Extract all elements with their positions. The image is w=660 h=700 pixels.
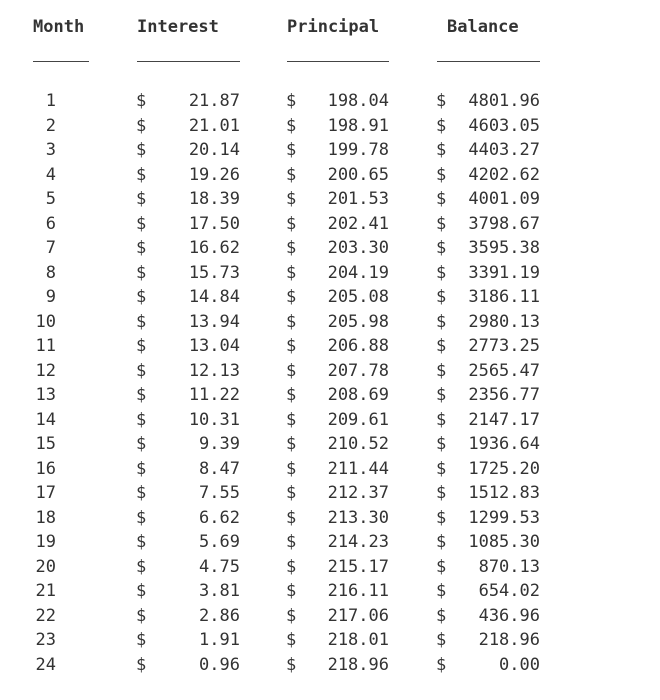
interest-cell: 10.31 bbox=[188, 409, 240, 430]
balance-cell: 2147.17 bbox=[468, 409, 540, 430]
balance-currency-symbol: $ bbox=[436, 507, 447, 528]
table-row bbox=[0, 236, 600, 260]
balance-cell: 4801.96 bbox=[468, 91, 540, 111]
principal-cell: 202.41 bbox=[327, 213, 389, 234]
principal-cell: 207.78 bbox=[327, 360, 389, 381]
month-cell: 12 bbox=[35, 360, 56, 381]
principal-currency-symbol: $ bbox=[286, 458, 297, 479]
table-row bbox=[0, 604, 600, 628]
principal-cell: 203.30 bbox=[327, 238, 389, 258]
balance-cell: 2980.13 bbox=[468, 311, 540, 332]
principal-currency-symbol: $ bbox=[286, 262, 297, 283]
month-cell: 22 bbox=[35, 605, 56, 626]
interest-currency-symbol: $ bbox=[136, 140, 147, 160]
table-row bbox=[0, 506, 600, 530]
balance-cell: 3595.38 bbox=[468, 238, 540, 258]
month-cell: 16 bbox=[35, 458, 56, 479]
principal-cell: 217.06 bbox=[327, 605, 389, 626]
balance-currency-symbol: $ bbox=[436, 630, 447, 650]
balance-currency-symbol: $ bbox=[436, 91, 447, 111]
table-row bbox=[0, 212, 600, 236]
principal-cell: 210.52 bbox=[327, 434, 389, 454]
principal-cell: 209.61 bbox=[327, 409, 389, 430]
table-row bbox=[0, 457, 600, 481]
principal-cell: 213.30 bbox=[327, 507, 389, 528]
interest-currency-symbol: $ bbox=[136, 630, 147, 650]
balance-cell: 436.96 bbox=[478, 605, 540, 626]
interest-cell: 18.39 bbox=[188, 189, 240, 209]
month-cell: 24 bbox=[35, 654, 56, 675]
interest-cell: 5.69 bbox=[199, 532, 240, 552]
balance-cell: 1725.20 bbox=[468, 458, 540, 479]
principal-cell: 198.91 bbox=[327, 115, 389, 136]
principal-currency-symbol: $ bbox=[286, 556, 297, 577]
interest-cell: 17.50 bbox=[188, 213, 240, 234]
interest-cell: 16.62 bbox=[188, 238, 240, 258]
month-cell: 18 bbox=[35, 507, 56, 528]
interest-currency-symbol: $ bbox=[136, 287, 147, 307]
principal-cell: 212.37 bbox=[327, 483, 389, 503]
table-row bbox=[0, 285, 600, 309]
interest-currency-symbol: $ bbox=[136, 385, 147, 405]
principal-currency-symbol: $ bbox=[286, 189, 297, 209]
month-cell: 20 bbox=[35, 556, 56, 577]
interest-cell: 6.62 bbox=[199, 507, 240, 528]
interest-cell: 8.47 bbox=[199, 458, 240, 479]
month-cell: 11 bbox=[35, 336, 56, 356]
principal-cell: 208.69 bbox=[327, 385, 389, 405]
balance-currency-symbol: $ bbox=[436, 654, 447, 675]
interest-cell: 3.81 bbox=[199, 581, 240, 601]
month-cell: 1 bbox=[45, 91, 56, 111]
interest-currency-symbol: $ bbox=[136, 189, 147, 209]
balance-currency-symbol: $ bbox=[436, 556, 447, 577]
interest-cell: 21.87 bbox=[188, 91, 240, 111]
principal-cell: 199.78 bbox=[327, 140, 389, 160]
balance-currency-symbol: $ bbox=[436, 287, 447, 307]
table-row bbox=[0, 383, 600, 407]
balance-currency-symbol: $ bbox=[436, 532, 447, 552]
principal-cell: 218.96 bbox=[327, 654, 389, 675]
balance-currency-symbol: $ bbox=[436, 140, 447, 160]
header-month: Month bbox=[33, 17, 85, 37]
table-row bbox=[0, 310, 600, 334]
principal-currency-symbol: $ bbox=[286, 605, 297, 626]
balance-currency-symbol: $ bbox=[436, 238, 447, 258]
principal-currency-symbol: $ bbox=[286, 654, 297, 675]
principal-cell: 206.88 bbox=[327, 336, 389, 356]
month-cell: 14 bbox=[35, 409, 56, 430]
balance-currency-symbol: $ bbox=[436, 189, 447, 209]
interest-cell: 11.22 bbox=[188, 385, 240, 405]
interest-cell: 4.75 bbox=[199, 556, 240, 577]
balance-cell: 4603.05 bbox=[468, 115, 540, 136]
month-cell: 9 bbox=[45, 287, 56, 307]
interest-cell: 12.13 bbox=[188, 360, 240, 381]
principal-currency-symbol: $ bbox=[286, 581, 297, 601]
principal-currency-symbol: $ bbox=[286, 287, 297, 307]
principal-currency-symbol: $ bbox=[286, 385, 297, 405]
balance-cell: 4202.62 bbox=[468, 164, 540, 185]
header-underline-interest bbox=[137, 61, 240, 62]
table-row bbox=[0, 359, 600, 383]
interest-cell: 20.14 bbox=[188, 140, 240, 160]
interest-currency-symbol: $ bbox=[136, 581, 147, 601]
interest-currency-symbol: $ bbox=[136, 213, 147, 234]
balance-cell: 1512.83 bbox=[468, 483, 540, 503]
principal-currency-symbol: $ bbox=[286, 630, 297, 650]
month-cell: 8 bbox=[45, 262, 56, 283]
balance-currency-symbol: $ bbox=[436, 434, 447, 454]
balance-currency-symbol: $ bbox=[436, 213, 447, 234]
principal-currency-symbol: $ bbox=[286, 336, 297, 356]
table-row bbox=[0, 653, 600, 677]
principal-cell: 218.01 bbox=[327, 630, 389, 650]
principal-currency-symbol: $ bbox=[286, 238, 297, 258]
balance-currency-symbol: $ bbox=[436, 336, 447, 356]
table-row bbox=[0, 432, 600, 456]
month-cell: 15 bbox=[35, 434, 56, 454]
table-row bbox=[0, 89, 600, 113]
table-row bbox=[0, 334, 600, 358]
interest-cell: 2.86 bbox=[199, 605, 240, 626]
interest-currency-symbol: $ bbox=[136, 336, 147, 356]
month-cell: 10 bbox=[35, 311, 56, 332]
header-interest: Interest bbox=[137, 17, 219, 37]
interest-currency-symbol: $ bbox=[136, 409, 147, 430]
month-cell: 19 bbox=[35, 532, 56, 552]
interest-cell: 0.96 bbox=[199, 654, 240, 675]
interest-currency-symbol: $ bbox=[136, 91, 147, 111]
interest-currency-symbol: $ bbox=[136, 556, 147, 577]
interest-currency-symbol: $ bbox=[136, 311, 147, 332]
table-row bbox=[0, 114, 600, 138]
header-underline-balance bbox=[437, 61, 540, 62]
table-row bbox=[0, 628, 600, 652]
header-balance: Balance bbox=[447, 17, 519, 37]
balance-cell: 1936.64 bbox=[468, 434, 540, 454]
interest-currency-symbol: $ bbox=[136, 434, 147, 454]
interest-currency-symbol: $ bbox=[136, 360, 147, 381]
balance-cell: 218.96 bbox=[478, 630, 540, 650]
balance-currency-symbol: $ bbox=[436, 115, 447, 136]
month-cell: 6 bbox=[45, 213, 56, 234]
principal-cell: 204.19 bbox=[327, 262, 389, 283]
month-cell: 7 bbox=[45, 238, 56, 258]
principal-currency-symbol: $ bbox=[286, 532, 297, 552]
month-cell: 17 bbox=[35, 483, 56, 503]
month-cell: 5 bbox=[45, 189, 56, 209]
table-row bbox=[0, 138, 600, 162]
header-underline-principal bbox=[287, 61, 389, 62]
principal-currency-symbol: $ bbox=[286, 311, 297, 332]
principal-currency-symbol: $ bbox=[286, 115, 297, 136]
balance-cell: 3798.67 bbox=[468, 213, 540, 234]
table-row bbox=[0, 261, 600, 285]
balance-cell: 4001.09 bbox=[468, 189, 540, 209]
interest-cell: 19.26 bbox=[188, 164, 240, 185]
interest-currency-symbol: $ bbox=[136, 483, 147, 503]
month-cell: 2 bbox=[45, 115, 56, 136]
interest-currency-symbol: $ bbox=[136, 164, 147, 185]
principal-currency-symbol: $ bbox=[286, 434, 297, 454]
principal-currency-symbol: $ bbox=[286, 360, 297, 381]
balance-cell: 2773.25 bbox=[468, 336, 540, 356]
interest-currency-symbol: $ bbox=[136, 654, 147, 675]
principal-currency-symbol: $ bbox=[286, 507, 297, 528]
interest-currency-symbol: $ bbox=[136, 238, 147, 258]
principal-currency-symbol: $ bbox=[286, 213, 297, 234]
principal-cell: 200.65 bbox=[327, 164, 389, 185]
balance-currency-symbol: $ bbox=[436, 385, 447, 405]
balance-currency-symbol: $ bbox=[436, 483, 447, 503]
principal-currency-symbol: $ bbox=[286, 409, 297, 430]
principal-currency-symbol: $ bbox=[286, 91, 297, 111]
balance-cell: 2356.77 bbox=[468, 385, 540, 405]
table-row bbox=[0, 163, 600, 187]
interest-currency-symbol: $ bbox=[136, 458, 147, 479]
table-row bbox=[0, 530, 600, 554]
balance-cell: 3186.11 bbox=[468, 287, 540, 307]
month-cell: 21 bbox=[35, 581, 56, 601]
interest-cell: 13.94 bbox=[188, 311, 240, 332]
balance-cell: 3391.19 bbox=[468, 262, 540, 283]
table-row bbox=[0, 408, 600, 432]
principal-cell: 211.44 bbox=[327, 458, 389, 479]
interest-currency-symbol: $ bbox=[136, 605, 147, 626]
interest-currency-symbol: $ bbox=[136, 507, 147, 528]
principal-currency-symbol: $ bbox=[286, 140, 297, 160]
interest-currency-symbol: $ bbox=[136, 532, 147, 552]
header-principal: Principal bbox=[287, 17, 380, 37]
interest-cell: 7.55 bbox=[199, 483, 240, 503]
balance-currency-symbol: $ bbox=[436, 581, 447, 601]
header-underline-month bbox=[33, 61, 89, 62]
principal-cell: 215.17 bbox=[327, 556, 389, 577]
month-cell: 3 bbox=[45, 140, 56, 160]
balance-currency-symbol: $ bbox=[436, 311, 447, 332]
principal-cell: 205.98 bbox=[327, 311, 389, 332]
table-row bbox=[0, 187, 600, 211]
balance-cell: 870.13 bbox=[478, 556, 540, 577]
month-cell: 4 bbox=[45, 164, 56, 185]
principal-cell: 216.11 bbox=[327, 581, 389, 601]
balance-currency-symbol: $ bbox=[436, 360, 447, 381]
principal-cell: 198.04 bbox=[327, 91, 389, 111]
balance-cell: 4403.27 bbox=[468, 140, 540, 160]
interest-cell: 14.84 bbox=[188, 287, 240, 307]
balance-currency-symbol: $ bbox=[436, 605, 447, 626]
principal-currency-symbol: $ bbox=[286, 164, 297, 185]
interest-cell: 15.73 bbox=[188, 262, 240, 283]
principal-cell: 205.08 bbox=[327, 287, 389, 307]
interest-cell: 9.39 bbox=[199, 434, 240, 454]
table-row bbox=[0, 555, 600, 579]
balance-cell: 654.02 bbox=[478, 581, 540, 601]
principal-currency-symbol: $ bbox=[286, 483, 297, 503]
balance-currency-symbol: $ bbox=[436, 262, 447, 283]
interest-cell: 13.04 bbox=[188, 336, 240, 356]
table-row bbox=[0, 579, 600, 603]
table-row bbox=[0, 481, 600, 505]
interest-cell: 21.01 bbox=[188, 115, 240, 136]
balance-cell: 1299.53 bbox=[468, 507, 540, 528]
month-cell: 23 bbox=[35, 630, 56, 650]
balance-cell: 1085.30 bbox=[468, 532, 540, 552]
balance-currency-symbol: $ bbox=[436, 164, 447, 185]
balance-currency-symbol: $ bbox=[436, 458, 447, 479]
balance-cell: 2565.47 bbox=[468, 360, 540, 381]
principal-cell: 214.23 bbox=[327, 532, 389, 552]
interest-currency-symbol: $ bbox=[136, 115, 147, 136]
month-cell: 13 bbox=[35, 385, 56, 405]
interest-currency-symbol: $ bbox=[136, 262, 147, 283]
balance-cell: 0.00 bbox=[499, 654, 540, 675]
balance-currency-symbol: $ bbox=[436, 409, 447, 430]
interest-cell: 1.91 bbox=[199, 630, 240, 650]
principal-cell: 201.53 bbox=[327, 189, 389, 209]
